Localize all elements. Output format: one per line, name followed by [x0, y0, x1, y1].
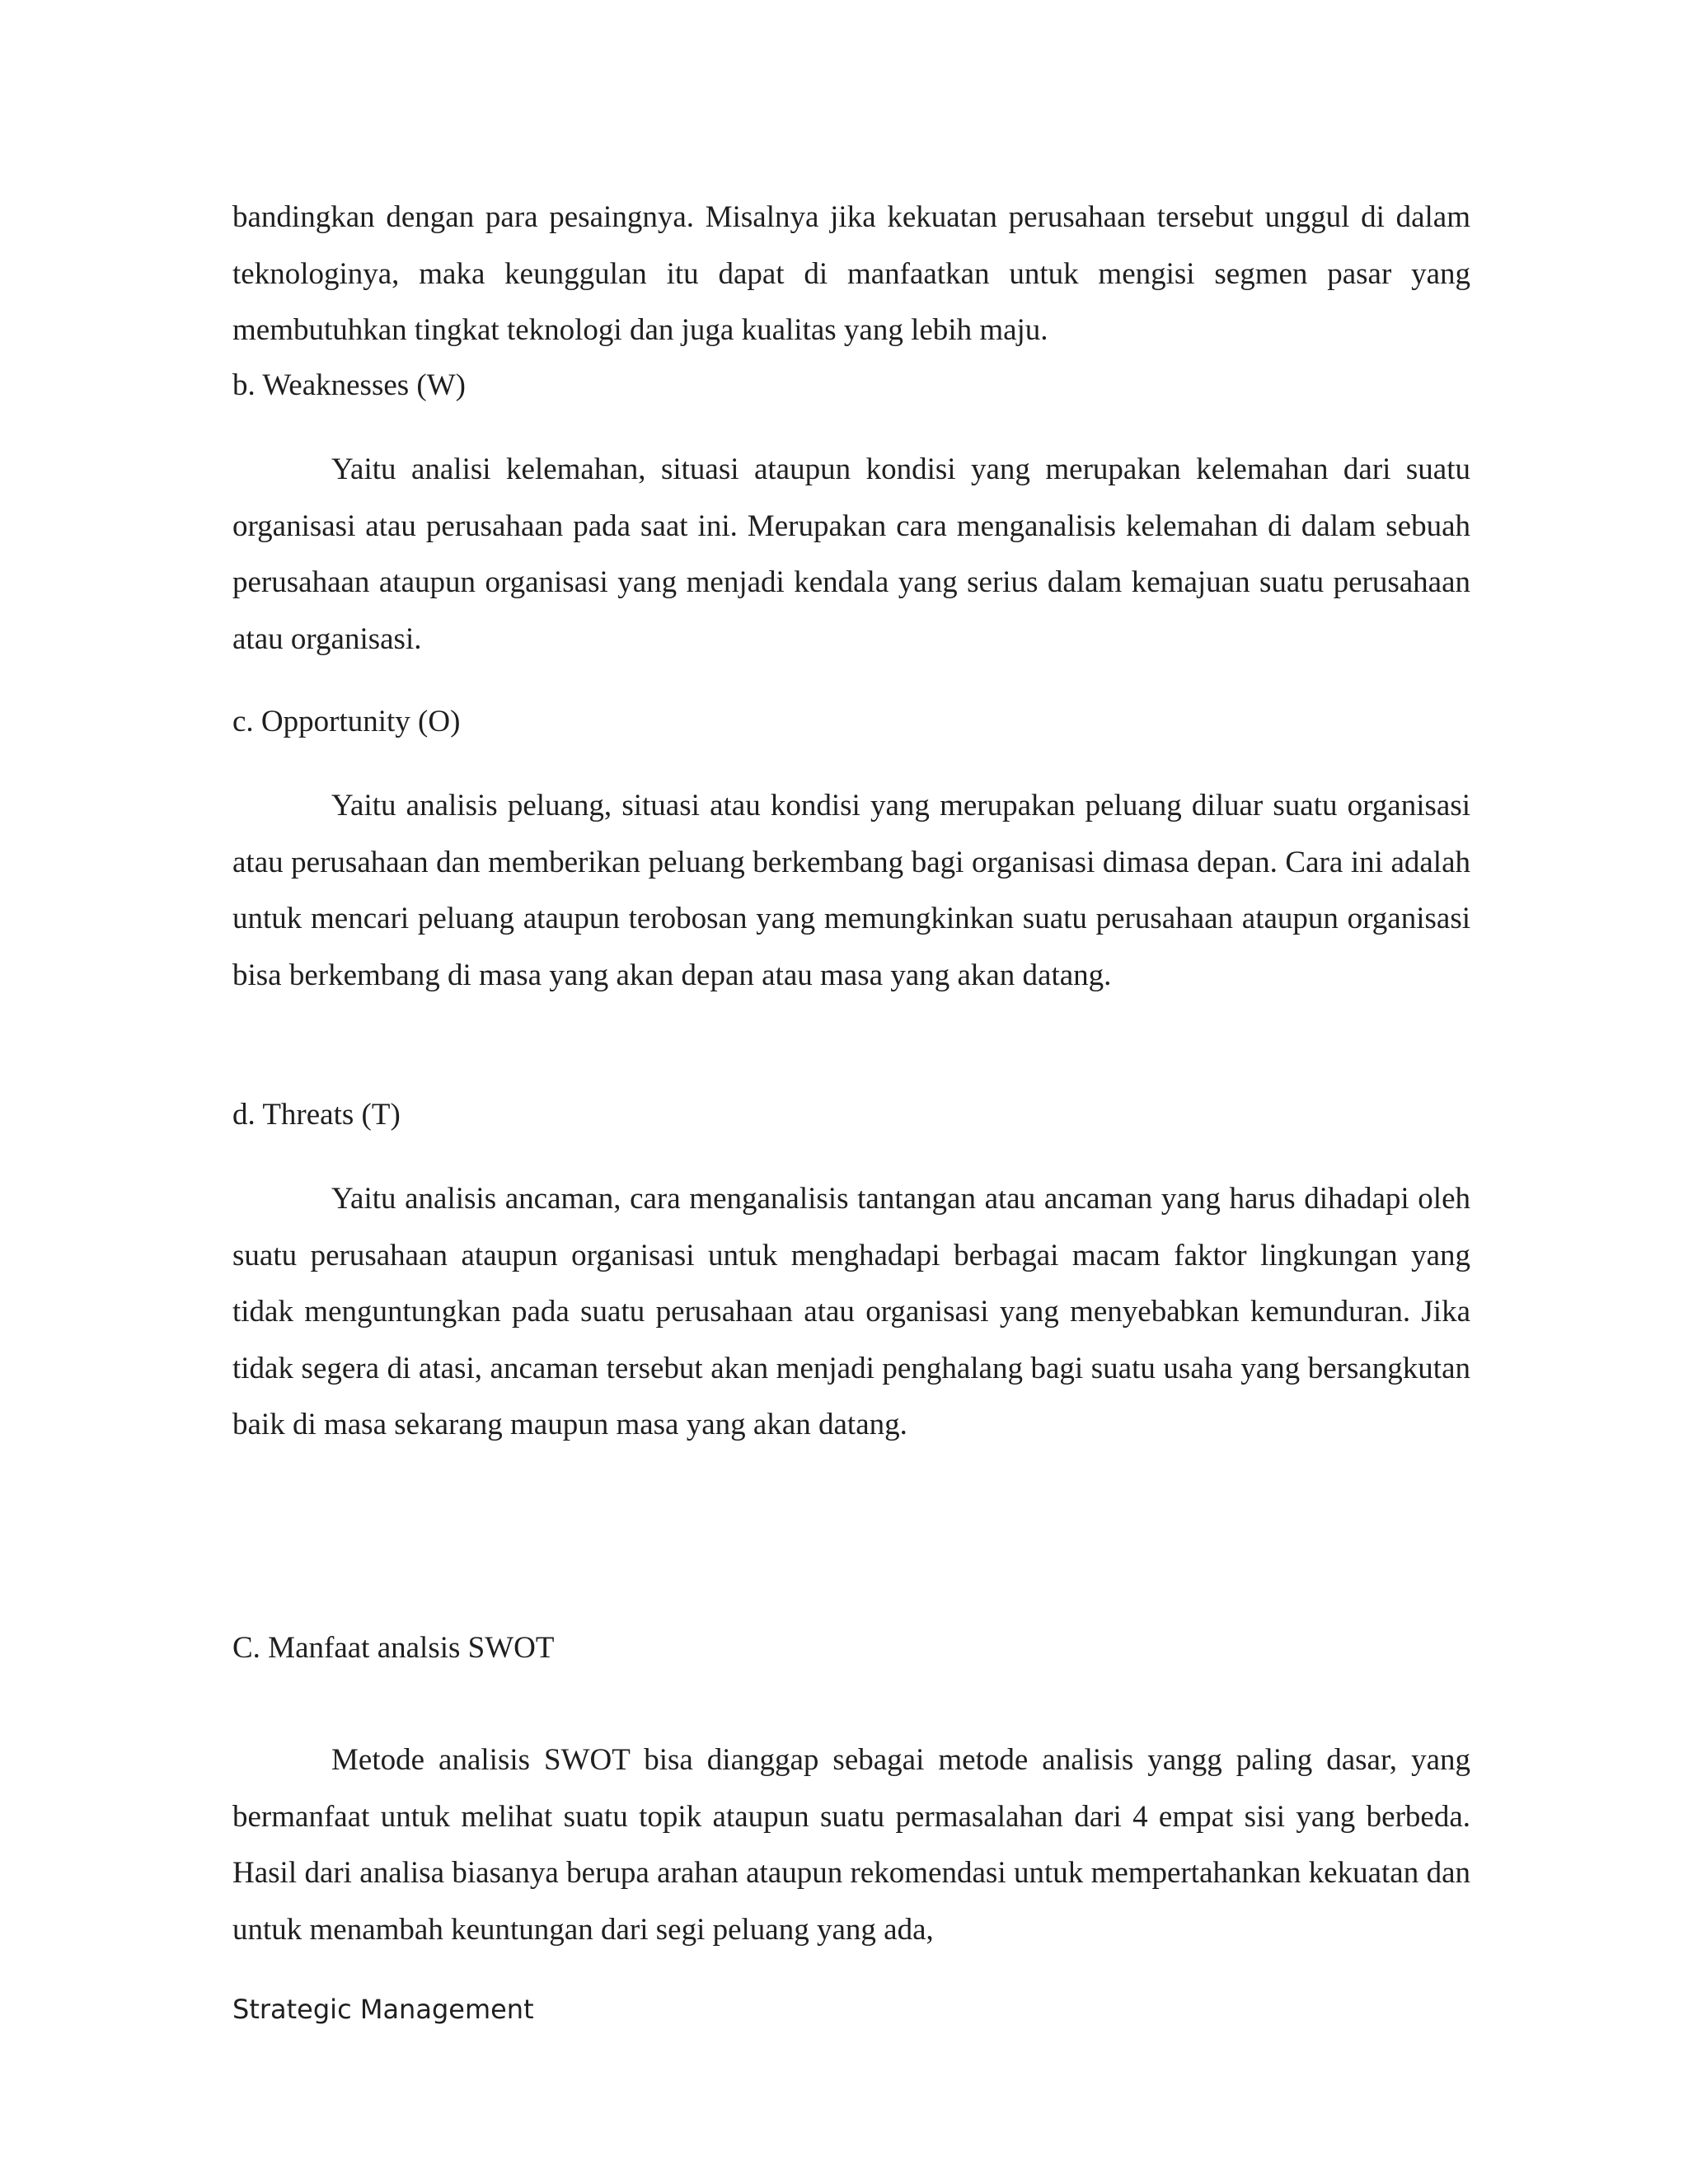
paragraph-strengths-continued: bandingkan dengan para pesaingnya. Misalnya jika kekuatan perusahaan tersebut unggul di dalam teknologinya, maka keunggulan itu dapat di manfaatkan untuk mengisi segmen pasar yang membutuhkan tingkat teknologi dan juga kualitas yang lebih maju.	[232, 200, 1470, 347]
heading-opportunity: c. Opportunity (O)	[232, 705, 461, 738]
heading-weaknesses: b. Weaknesses (W)	[232, 368, 466, 402]
page-footer: Strategic Management	[232, 1994, 534, 2025]
paragraph-manfaat: Metode analisis SWOT bisa dianggap sebagai metode analisis yangg paling dasar, yang bermanfaat untuk melihat suatu topik ataupun suatu permasalahan dari 4 empat sisi yang berbeda. Hasil dari analisa biasanya berupa arahan ataupun rekomendasi untuk mempertahankan kekuatan dan untuk menambah keuntungan dari segi peluang yang ada,	[232, 1743, 1470, 1947]
paragraph-weaknesses: Yaitu analisi kelemahan, situasi ataupun kondisi yang merupakan kelemahan dari suatu organisasi atau perusahaan pada saat ini. Merupakan cara menganalisis kelemahan di dalam sebuah perusahaan ataupun organisasi yang menjadi kendala yang serius dalam kemajuan suatu perusahaan atau organisasi.	[232, 452, 1470, 656]
heading-manfaat-swot: C. Manfaat analsis SWOT	[232, 1631, 555, 1665]
paragraph-threats: Yaitu analisis ancaman, cara menganalisis tantangan atau ancaman yang harus dihadapi oleh suatu perusahaan ataupun organisasi untuk menghadapi berbagai macam faktor lingkungan yang tidak menguntungkan pada suatu perusahaan atau organisasi yang menyebabkan kemunduran. Jika tidak segera di atasi, ancaman tersebut akan menjadi penghalang bagi suatu usaha yang bersangkutan baik di masa sekarang maupun masa yang akan datang.	[232, 1182, 1470, 1441]
paragraph-opportunity: Yaitu analisis peluang, situasi atau kondisi yang merupakan peluang diluar suatu organisasi atau perusahaan dan memberikan peluang berkembang bagi organisasi dimasa depan. Cara ini adalah untuk mencari peluang ataupun terobosan yang memungkinkan suatu perusahaan ataupun organisasi bisa berkembang di masa yang akan depan atau masa yang akan datang.	[232, 789, 1470, 992]
heading-threats: d. Threats (T)	[232, 1098, 401, 1132]
